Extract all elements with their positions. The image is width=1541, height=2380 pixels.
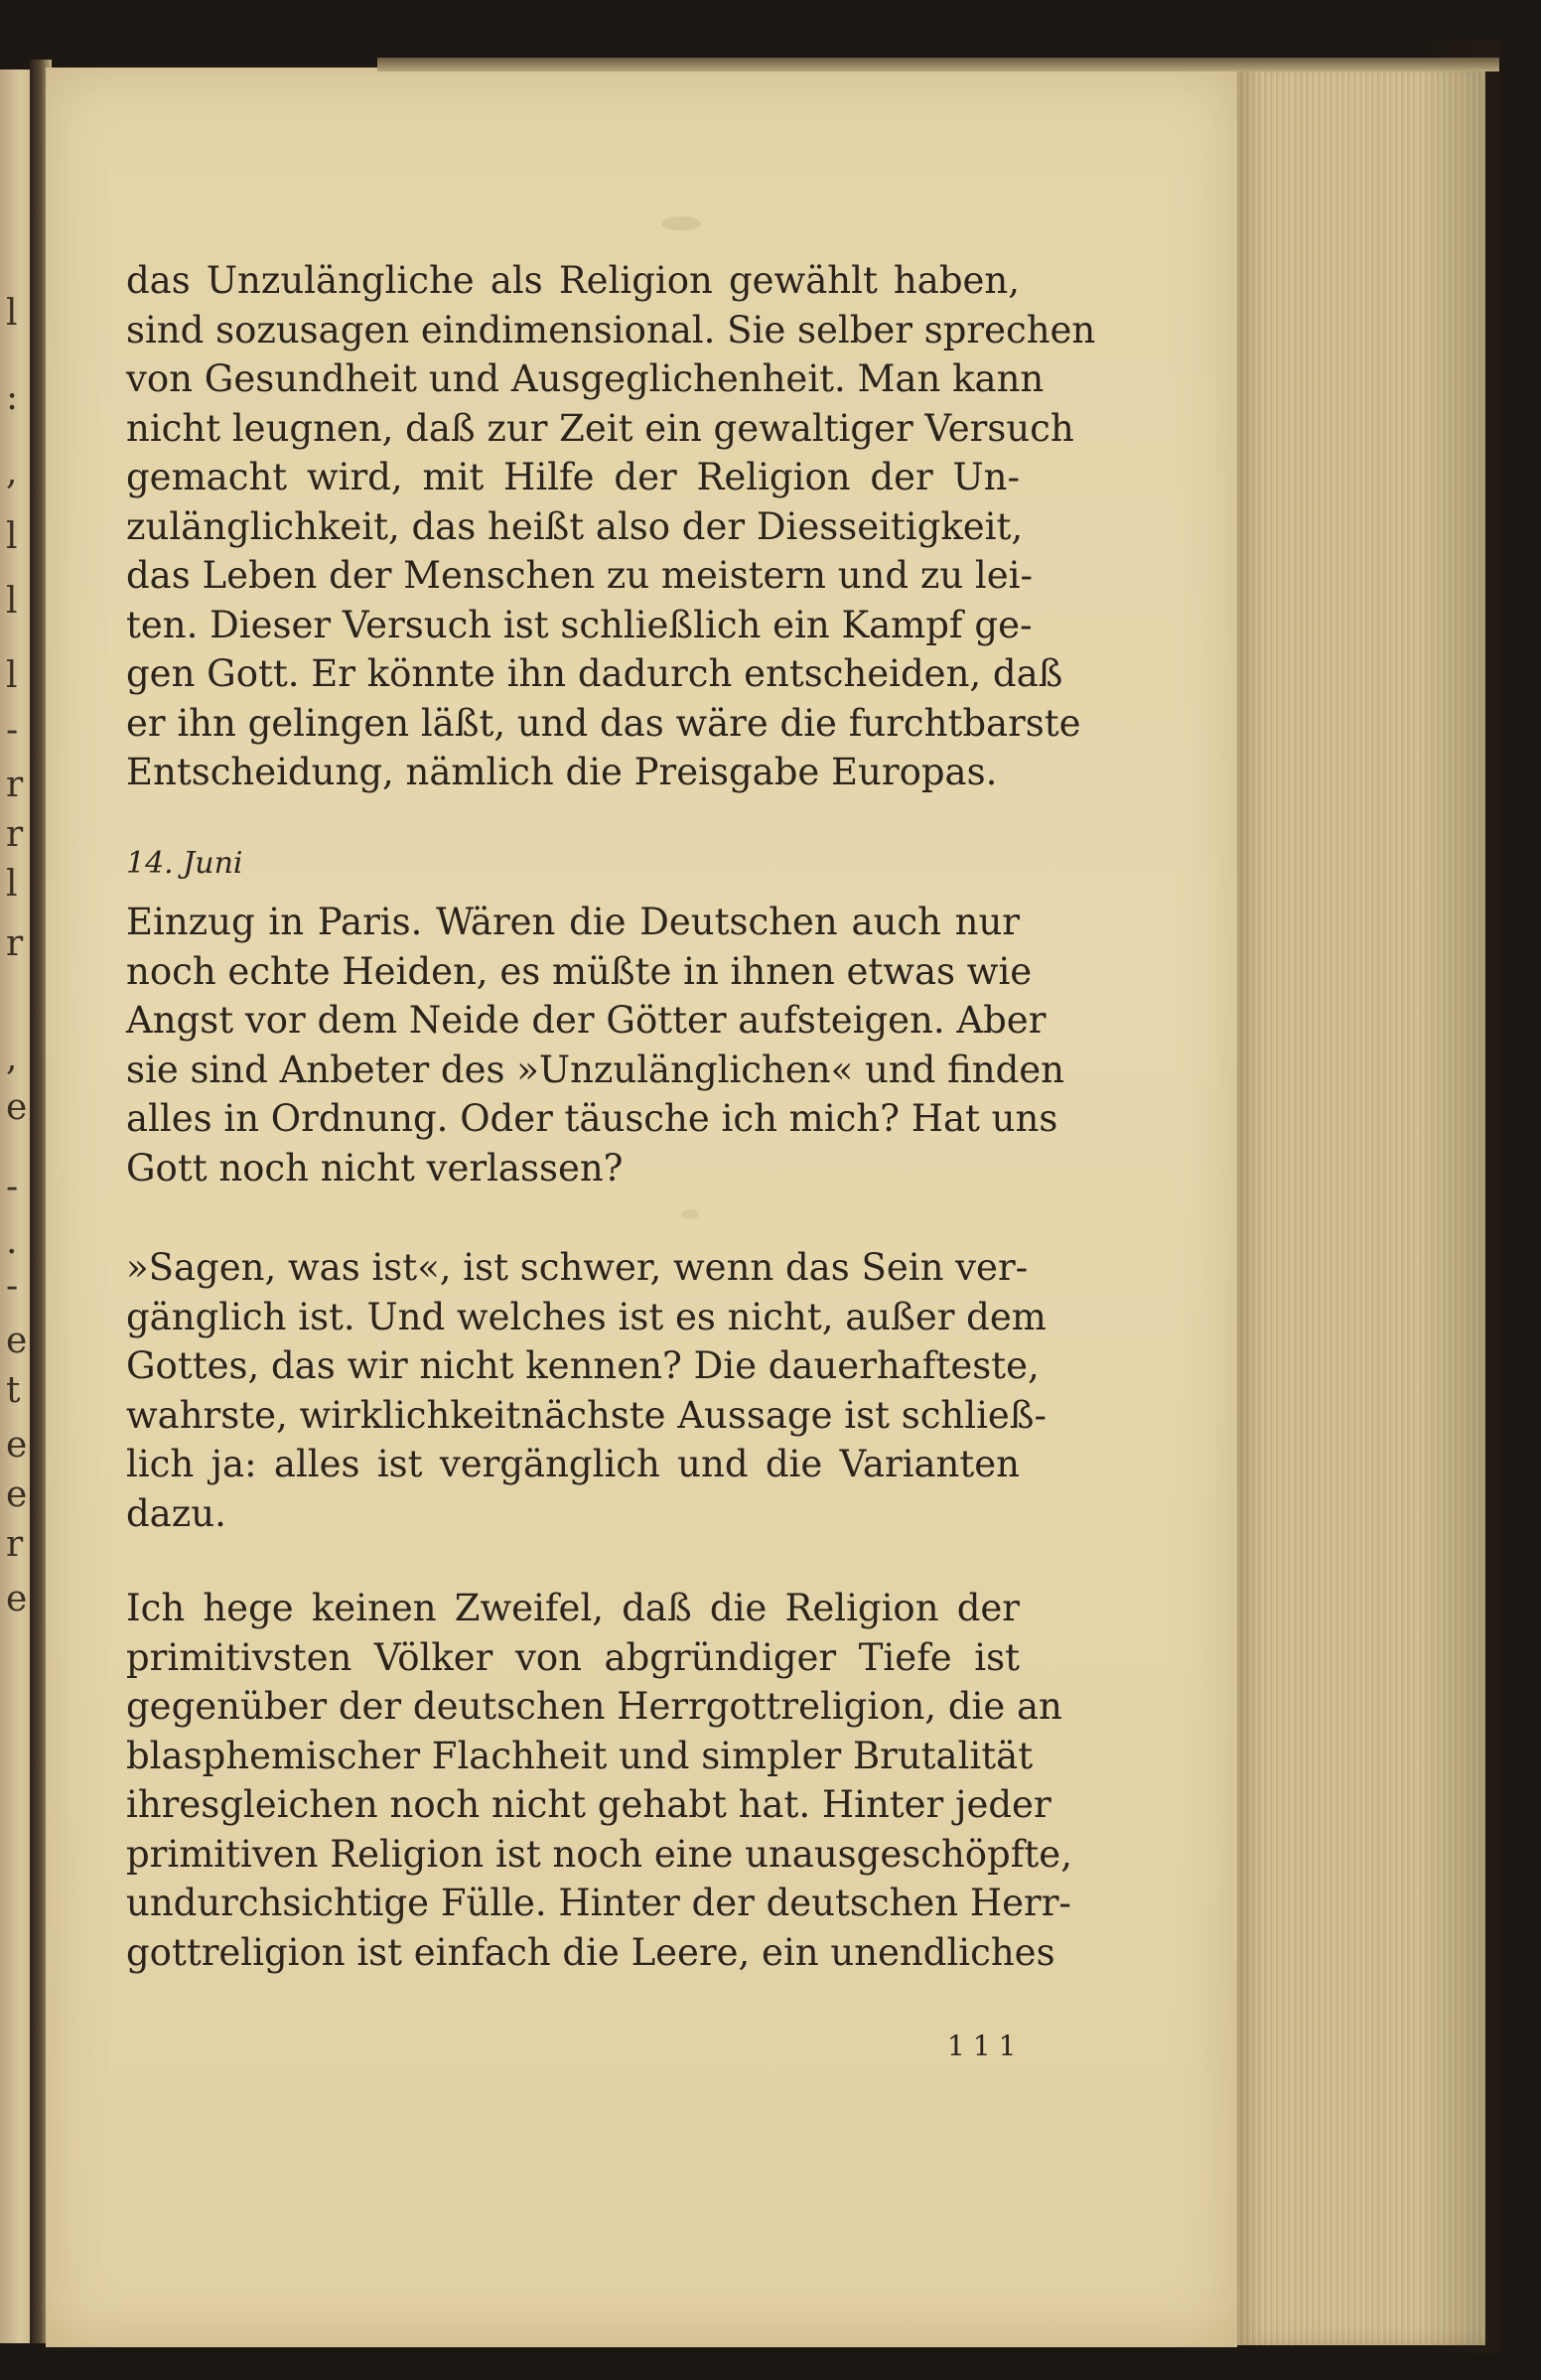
text-line: alles in Ordnung. Oder täusche ich mich? Hat uns xyxy=(126,1097,1058,1140)
left-facing-page xyxy=(0,70,34,2343)
text-line: gänglich ist. Und welches ist es nicht, außer dem xyxy=(126,1295,1047,1338)
paragraph-1 xyxy=(126,256,1096,797)
text-line: blasphemischer Flachheit und simpler Brutalität xyxy=(126,1734,1034,1777)
left-page-letter: e xyxy=(6,1321,28,1361)
left-page-letter: l xyxy=(6,516,18,557)
text-line: gen Gott. Er könnte ihn dadurch entscheiden, daß xyxy=(126,652,1063,695)
text-line: das Leben der Menschen zu meistern und zu lei- xyxy=(126,554,1033,597)
text-line: noch echte Heiden, es müßte in ihnen etwas wie xyxy=(126,949,1033,993)
left-page-letter: l xyxy=(6,293,18,334)
text-line: gottreligion ist einfach die Leere, ein unendliches xyxy=(126,1930,1055,1974)
text-line: gegenüber der deutschen Herrgottreligion, die an xyxy=(126,1685,1062,1728)
left-page-letter: - xyxy=(6,710,19,751)
text-line: das Unzulängliche als Religion gewählt haben, xyxy=(126,259,1020,302)
text-line: Einzug in Paris. Wären die Deutschen auch nur xyxy=(126,901,1020,943)
left-page-letter: e xyxy=(6,1425,28,1466)
paragraph-3 xyxy=(126,1243,1048,1538)
left-page-letter: , xyxy=(6,452,18,492)
left-page-letter: r xyxy=(6,1524,24,1565)
left-page-letter: : xyxy=(6,377,19,418)
left-page-letter: r xyxy=(6,814,24,855)
text-line: sie sind Anbeter des »Unzulänglichen« und finden xyxy=(126,1048,1064,1091)
text-line: lich ja: alles ist vergänglich und die Varianten xyxy=(126,1443,1020,1485)
paragraph-4 xyxy=(126,1584,1072,1977)
text-line: undurchsichtige Fülle. Hinter der deutschen Herr- xyxy=(126,1882,1071,1924)
left-page-letter: , xyxy=(6,1038,18,1078)
text-line: primitivsten Völker von abgründiger Tiefe ist xyxy=(126,1635,1020,1679)
text-line: ihresgleichen noch nicht gehabt hat. Hinter jeder xyxy=(126,1783,1051,1826)
text-line: primitiven Religion ist noch eine unausgeschöpfte, xyxy=(126,1832,1072,1876)
left-page-letter: . xyxy=(6,1221,18,1262)
left-page-letter: r xyxy=(6,765,24,805)
left-page-letter: - xyxy=(6,1167,19,1207)
text-line: Entscheidung, nämlich die Preisgabe Europas. xyxy=(126,751,998,793)
text-line: Gott noch nicht verlassen? xyxy=(126,1146,624,1190)
left-page-letter: l xyxy=(6,655,18,696)
diary-date: 14. Juni xyxy=(126,846,243,881)
left-page-letter: l xyxy=(6,864,18,905)
left-page-letter: - xyxy=(6,1266,19,1307)
left-page-letter: e xyxy=(6,1579,28,1619)
text-line: dazu. xyxy=(126,1491,226,1535)
left-page-letter: e xyxy=(6,1474,28,1515)
paragraph-2 xyxy=(126,898,1064,1192)
text-line: er ihn gelingen läßt, und das wäre die furchtbarste xyxy=(126,701,1081,745)
page-block-shadow xyxy=(1420,40,1499,2353)
left-page-cut-letters xyxy=(2,70,32,2343)
text-line: Ich hege keinen Zweifel, daß die Religion der xyxy=(126,1587,1020,1629)
left-page-letter: t xyxy=(6,1370,21,1411)
text-line: Angst vor dem Neide der Götter aufsteigen. Aber xyxy=(126,999,1047,1042)
left-page-letter: r xyxy=(6,923,24,964)
text-line: wahrste, wirklichkeitnächste Aussage ist schließ- xyxy=(126,1393,1048,1437)
text-line: nicht leugnen, daß zur Zeit ein gewaltiger Versuch xyxy=(126,406,1074,450)
left-page-letter: l xyxy=(6,581,18,622)
text-line: sind sozusagen eindimensional. Sie selber sprechen xyxy=(126,308,1096,351)
text-line: von Gesundheit und Ausgeglichenheit. Man kann xyxy=(126,357,1045,400)
text-line: ten. Dieser Versuch ist schließlich ein Kampf ge- xyxy=(126,603,1033,646)
text-line: »Sagen, was ist«, ist schwer, wenn das Sein ver- xyxy=(126,1246,1029,1289)
text-line: Gottes, das wir nicht kennen? Die dauerhafteste, xyxy=(126,1344,1040,1387)
text-line: zulänglichkeit, das heißt also der Diesseitigkeit, xyxy=(126,504,1024,548)
top-page-edge xyxy=(377,58,1499,71)
left-page-letter: e xyxy=(6,1087,28,1128)
page-number: 111 xyxy=(947,2030,1025,2062)
text-line: gemacht wird, mit Hilfe der Religion der Un- xyxy=(126,456,1020,498)
